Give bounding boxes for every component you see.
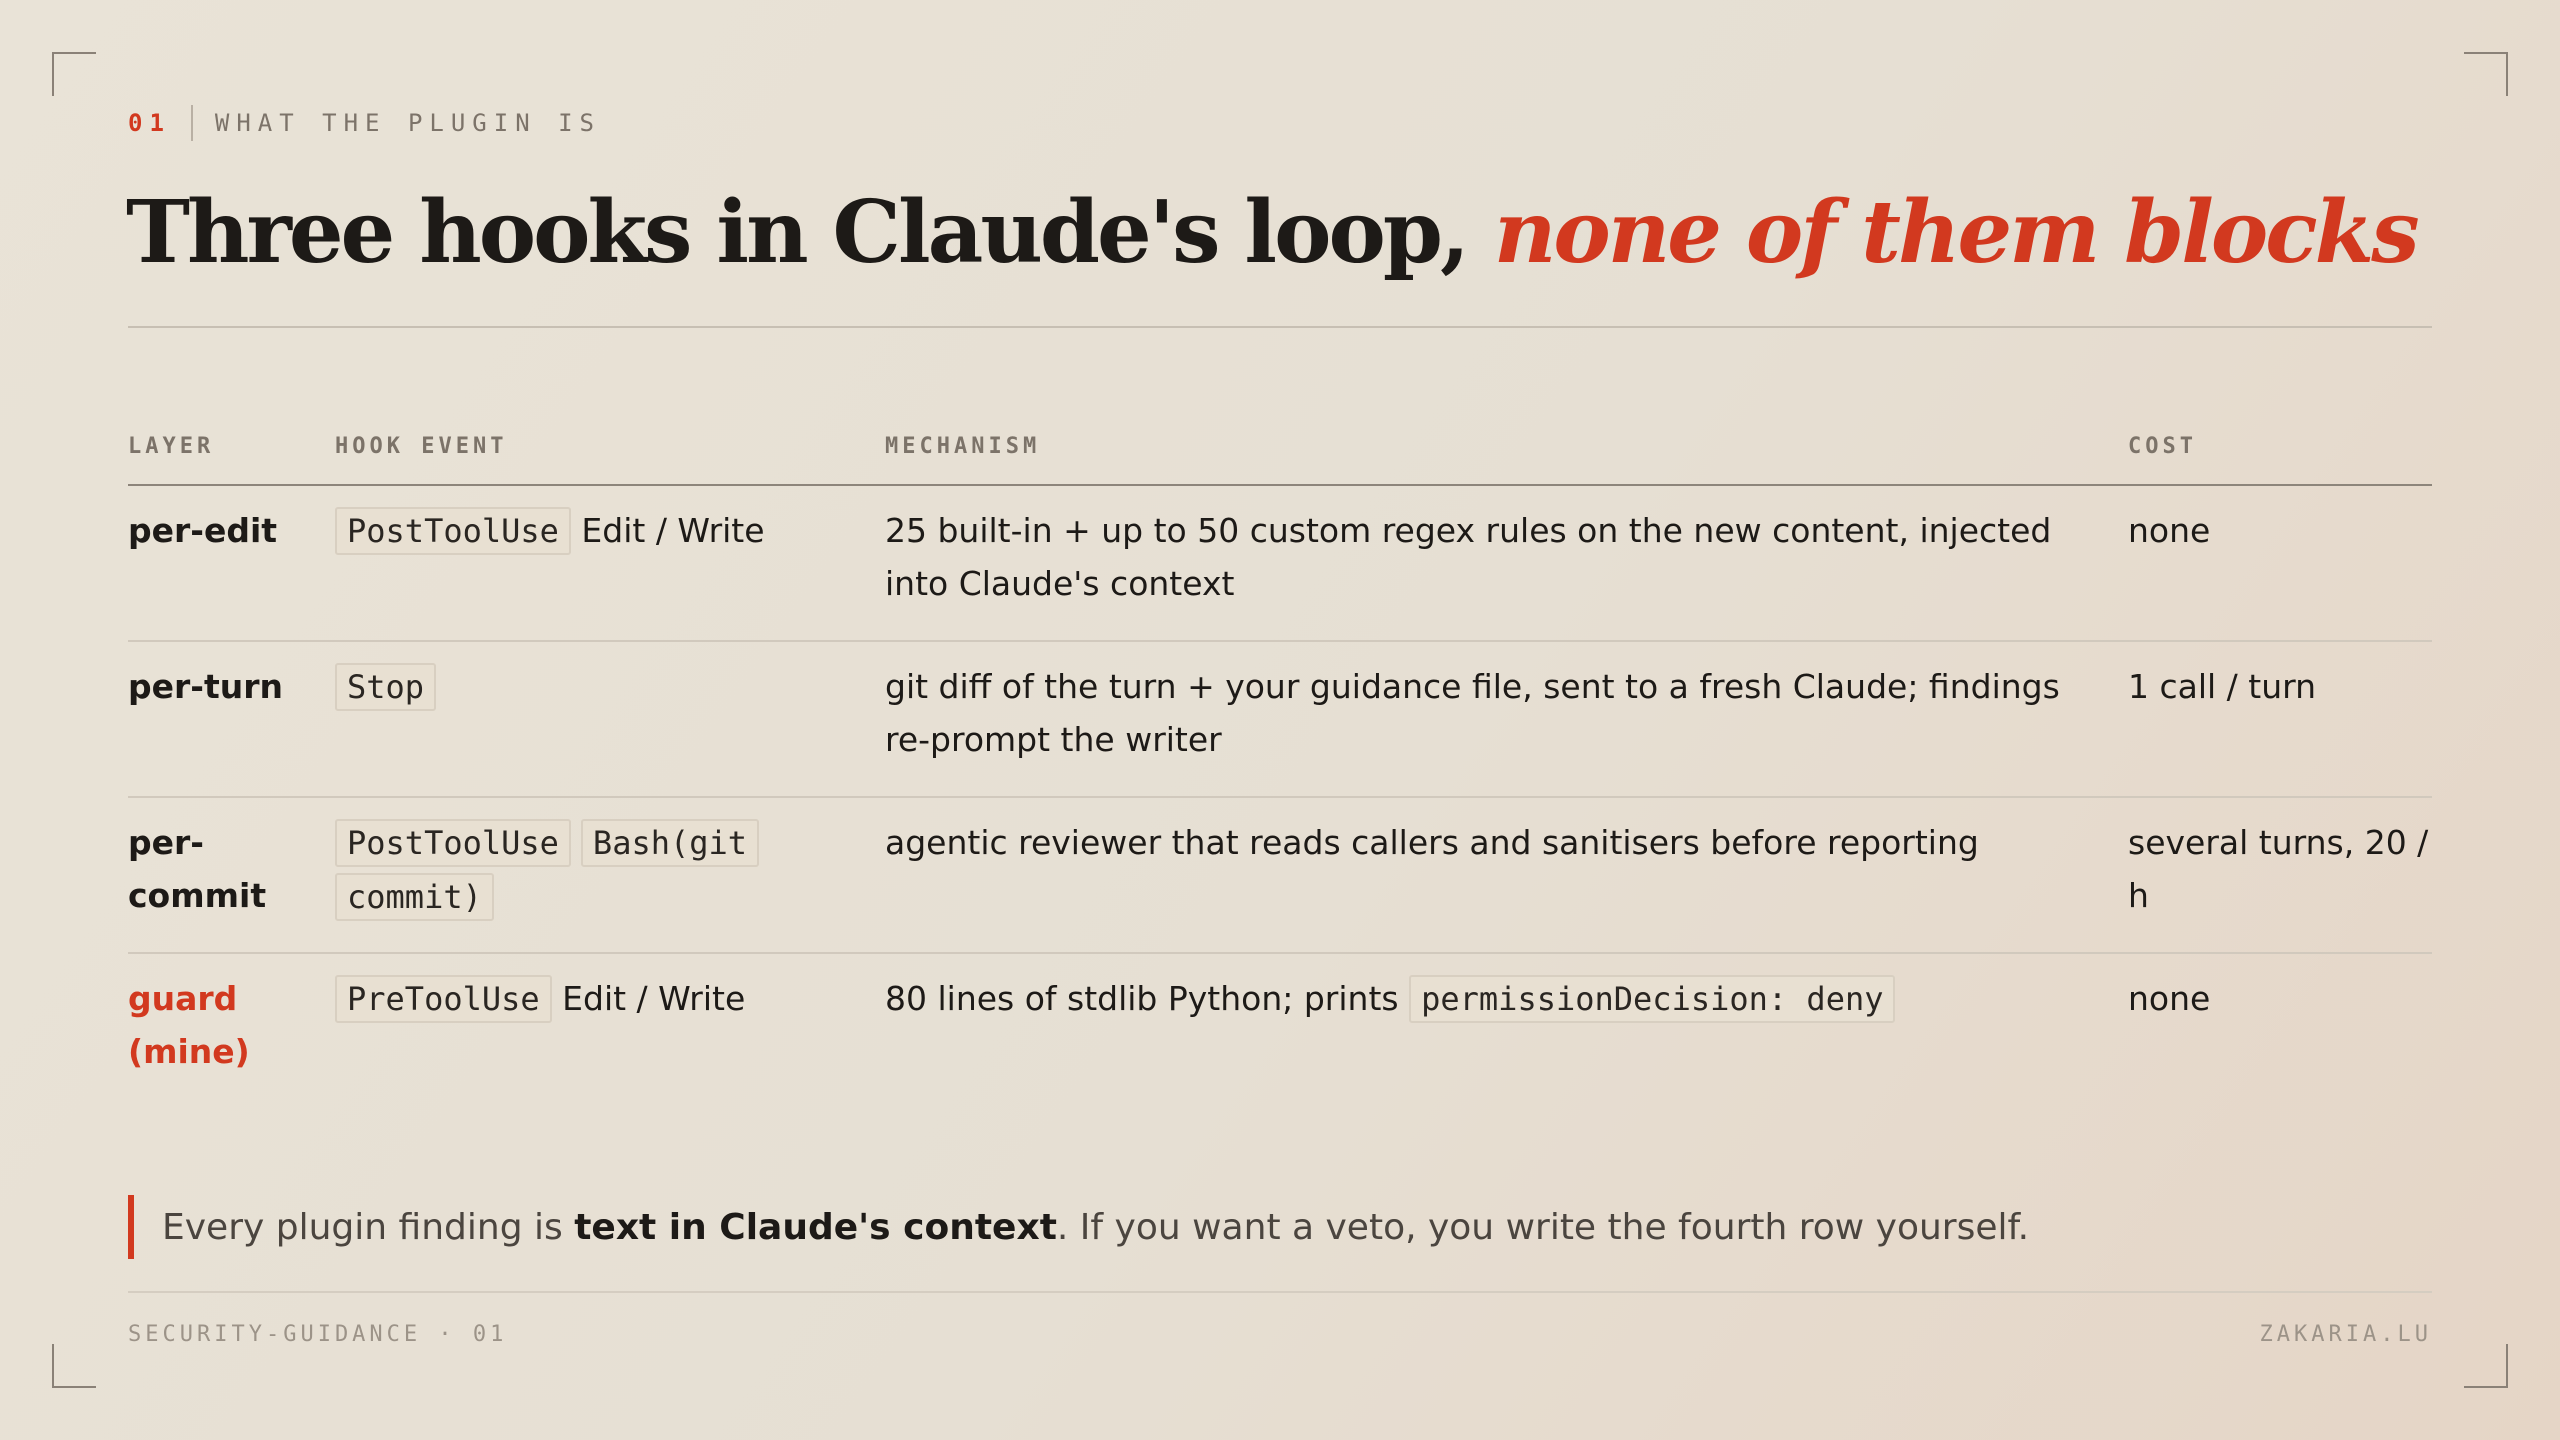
slide-title [126,172,2417,294]
callout-after: . If you want a veto, you write the fourth row yourself. [1056,1206,2030,1248]
corner-mark-top-left [52,52,96,96]
callout-emphasis: text in Claude's context [574,1206,1057,1248]
layer-cell: per-turn [128,667,284,706]
hook-code: Stop [335,663,436,711]
callout-before: Every plugin finding is [162,1206,575,1248]
footer-divider [128,1291,2432,1293]
layer-cell: per-edit [128,511,278,550]
footer-deck-label: SECURITY-GUIDANCE · 01 [128,1322,508,1347]
table-row [128,486,2432,642]
mechanism-cell: 25 built-in + up to 50 custom regex rules on the new content, injected into Claude's context [885,511,2052,603]
cost-cell: several turns, 20 / h [2128,823,2429,915]
section-eyebrow [128,106,601,140]
hook-code-secondary: Bash(git commit) [335,819,759,921]
callout-quote [128,1195,2029,1259]
hook-code: PostToolUse [335,507,571,555]
corner-mark-bottom-left [52,1344,96,1388]
mechanism-text: 80 lines of stdlib Python; prints [885,979,1399,1018]
corner-mark-bottom-right [2464,1344,2508,1388]
mechanism-cell [885,954,2128,1108]
header-hook-event: HOOK EVENT [335,434,508,459]
header-layer: LAYER [128,434,215,459]
table-row [128,798,2432,954]
hook-target: Edit / Write [562,979,746,1018]
cost-cell: 1 call / turn [2128,667,2317,706]
hook-event-cell [335,642,885,796]
table-row [128,954,2432,1108]
section-number: 01 [128,109,171,137]
hook-code: PostToolUse [335,819,571,867]
footer-site: ZAKARIA.LU [2259,1322,2432,1347]
eyebrow-divider [191,105,193,141]
mechanism-code: permissionDecision: deny [1409,975,1895,1023]
mechanism-cell: agentic reviewer that reads callers and sanitisers before reporting [885,823,1979,862]
cost-cell: none [2128,511,2211,550]
table-row [128,642,2432,798]
hooks-table [128,430,2432,1108]
hook-event-cell [335,798,885,952]
title-divider [128,326,2432,328]
callout-accent-bar [128,1195,134,1259]
title-main: Three hooks in Claude's loop, [126,182,1467,283]
layer-cell-highlighted: guard (mine) [128,979,250,1071]
table-header [128,430,2432,486]
hook-code: PreToolUse [335,975,552,1023]
section-label: WHAT THE PLUGIN IS [214,109,601,137]
header-mechanism: MECHANISM [885,434,1041,459]
callout-text [162,1207,2029,1248]
layer-cell: per-commit [128,823,267,915]
cost-cell: none [2128,979,2211,1018]
corner-mark-top-right [2464,52,2508,96]
mechanism-cell: git diff of the turn + your guidance file, sent to a fresh Claude; findings re-prompt the writer [885,667,2060,759]
hook-event-cell [335,486,885,640]
header-cost: COST [2128,434,2197,459]
title-accent: none of them blocks [1493,182,2417,283]
hook-target: Edit / Write [581,511,765,550]
hook-event-cell [335,954,885,1108]
